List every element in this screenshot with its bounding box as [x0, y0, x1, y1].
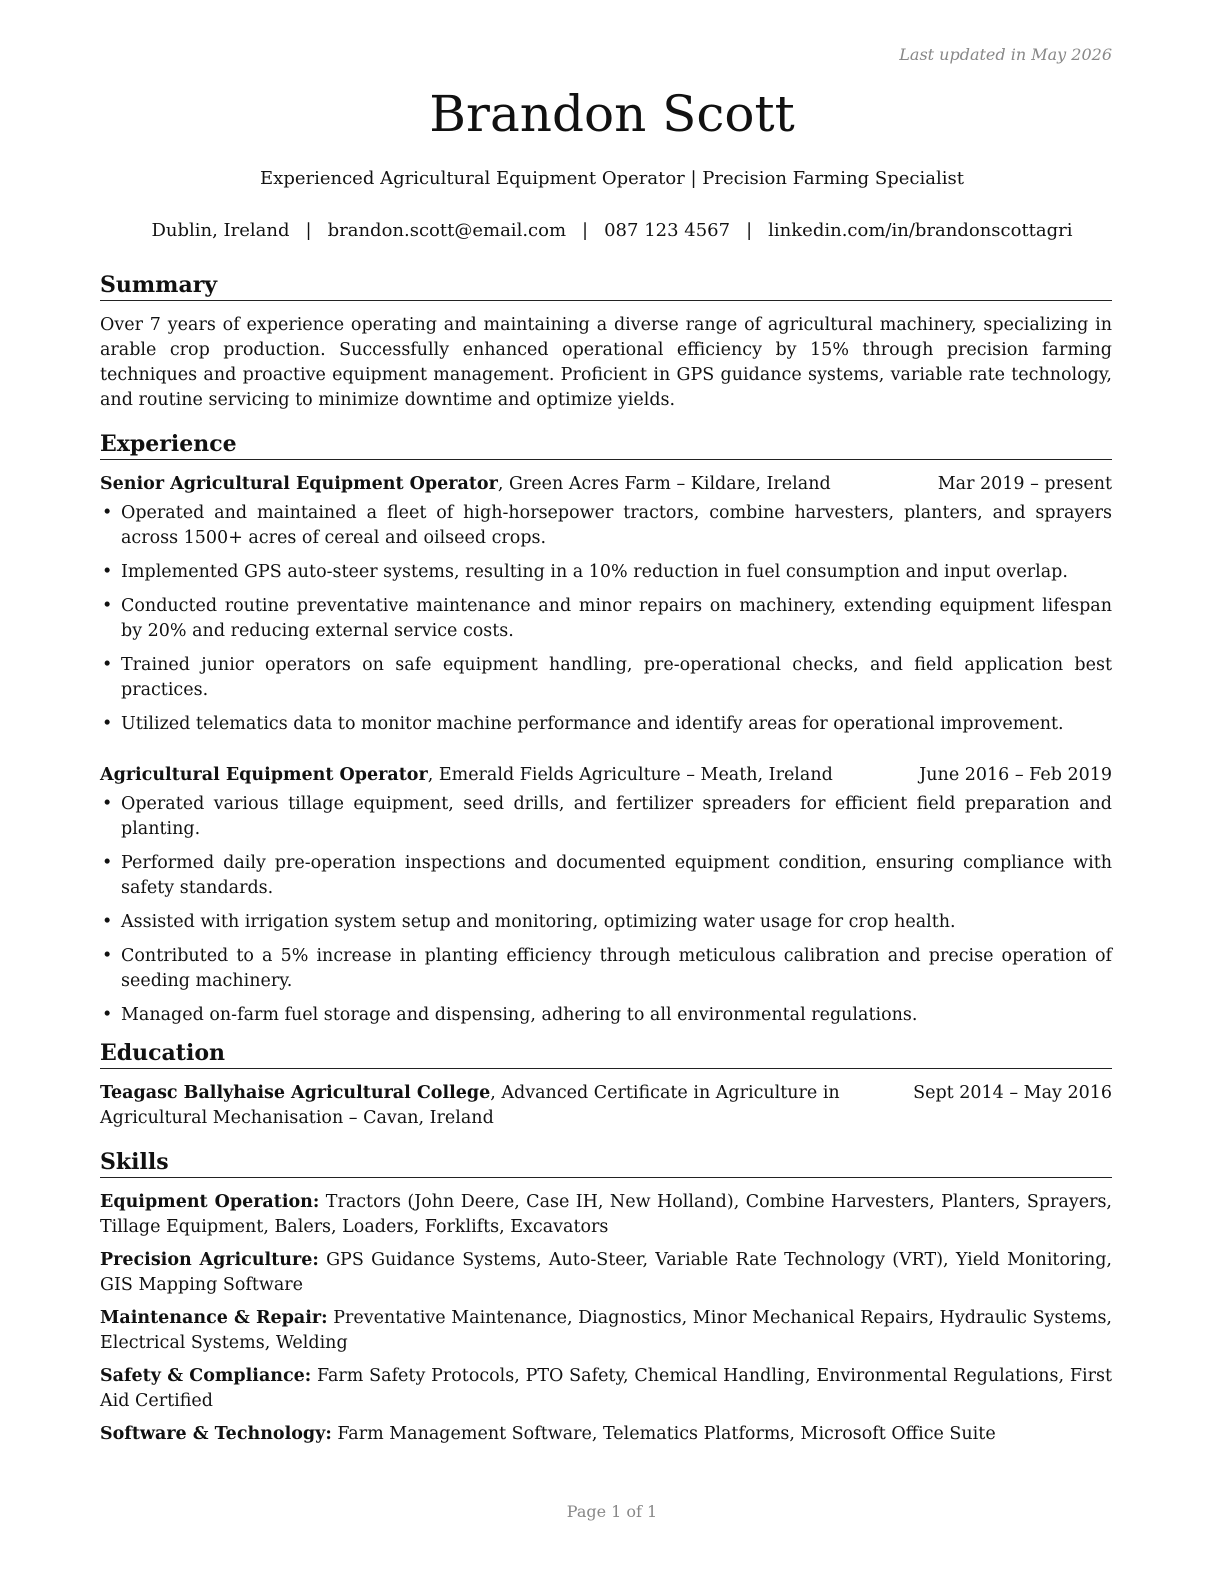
- skill-text: Farm Safety Protocols, PTO Safety, Chemical Handling, Environmental Regulations, First Aid Certified: [100, 1366, 1112, 1411]
- bullet-item: • Assisted with irrigation system setup and monitoring, optimizing water usage for crop health.: [100, 910, 1112, 935]
- skill-label: Precision Agriculture:: [100, 1250, 319, 1270]
- skill-label: Software & Technology:: [100, 1424, 332, 1444]
- resume-content: [100, 270, 1112, 1447]
- skill-row: [100, 1422, 1112, 1447]
- bullet-item: • Conducted routine preventative maintenance and minor repairs on machinery, extending equipment lifespan by 20% and reducing external service costs.: [100, 594, 1112, 644]
- job-entry: [100, 763, 1112, 1028]
- job-dates: Mar 2019 – present: [937, 474, 1112, 494]
- summary-section: [100, 270, 1112, 413]
- contact-separator: |: [582, 220, 589, 241]
- skill-text: GPS Guidance Systems, Auto-Steer, Variable Rate Technology (VRT), Yield Monitoring, GIS Mapping Software: [100, 1250, 1112, 1295]
- job-org: , Emerald Fields Agriculture – Meath, Ireland: [427, 765, 833, 785]
- job-bullets: [100, 501, 1112, 737]
- skill-text: Tractors (John Deere, Case IH, New Holland), Combine Harvesters, Planters, Sprayers, Tillage Equipment, Balers, Loaders, Forklifts, Excavators: [100, 1192, 1113, 1237]
- experience-section: [100, 429, 1112, 1028]
- tagline: Experienced Agricultural Equipment Operator | Precision Farming Specialist: [260, 168, 964, 189]
- job-entry: [100, 472, 1112, 737]
- job-header: [100, 763, 1112, 788]
- skill-row: [100, 1248, 1112, 1298]
- job-bullets: [100, 792, 1112, 1028]
- contact-linkedin[interactable]: linkedin.com/in/brandonscottagri: [768, 220, 1073, 241]
- section-title-experience: Experience: [100, 429, 1112, 460]
- skill-text: Farm Management Software, Telematics Platforms, Microsoft Office Suite: [331, 1424, 996, 1444]
- education-dates: Sept 2014 – May 2016: [913, 1083, 1112, 1103]
- page-number: Page 1 of 1: [566, 1502, 658, 1521]
- skill-row: [100, 1190, 1112, 1240]
- job-org: , Green Acres Farm – Kildare, Ireland: [497, 474, 831, 494]
- bullet-item: • Contributed to a 5% increase in planting efficiency through meticulous calibration and precise operation of seeding machinery.: [100, 944, 1112, 994]
- section-title-education: Education: [100, 1038, 1112, 1069]
- skill-label: Maintenance & Repair:: [100, 1308, 328, 1328]
- education-entry: [100, 1081, 1112, 1131]
- education-section: [100, 1038, 1112, 1131]
- skills-section: [100, 1147, 1112, 1447]
- candidate-name: Brandon Scott: [429, 85, 795, 143]
- contact-separator: |: [305, 220, 312, 241]
- contact-separator: |: [746, 220, 753, 241]
- job-dates: June 2016 – Feb 2019: [919, 765, 1112, 785]
- contact-email[interactable]: brandon.scott@email.com: [327, 220, 567, 241]
- bullet-item: • Operated various tillage equipment, seed drills, and fertilizer spreaders for efficient field preparation and planting.: [100, 792, 1112, 842]
- bullet-item: • Implemented GPS auto-steer systems, resulting in a 10% reduction in fuel consumption and input overlap.: [100, 560, 1112, 585]
- skill-row: [100, 1306, 1112, 1356]
- last-updated: Last updated in May 2026: [899, 45, 1112, 64]
- contact-phone: 087 123 4567: [604, 220, 731, 241]
- skill-label: Safety & Compliance:: [100, 1366, 312, 1386]
- summary-text: Over 7 years of experience operating and maintaining a diverse range of agricultural machinery, specializing in arable crop production. Successfully enhanced operational efficiency by 15% through precision farming techniques and proactive equipment management. Proficient in GPS guidance systems, variable rate technology, and routine servicing to minimize downtime and optimize yields.: [100, 315, 1112, 410]
- job-role: Agricultural Equipment Operator: [100, 765, 428, 785]
- section-title-skills: Skills: [100, 1147, 1112, 1178]
- contact-location: Dublin, Ireland: [151, 220, 290, 241]
- education-detail: , Advanced Certificate in Agriculture in Agricultural Mechanisation – Cavan, Ireland: [100, 1083, 840, 1128]
- bullet-item: • Trained junior operators on safe equipment handling, pre-operational checks, and field application best practices.: [100, 653, 1112, 703]
- skill-label: Equipment Operation:: [100, 1192, 320, 1212]
- contact-line: [0, 220, 1224, 241]
- bullet-item: • Performed daily pre-operation inspections and documented equipment condition, ensuring compliance with safety standards.: [100, 851, 1112, 901]
- bullet-item: • Utilized telematics data to monitor machine performance and identify areas for operational improvement.: [100, 712, 1112, 737]
- skill-text: Preventative Maintenance, Diagnostics, Minor Mechanical Repairs, Hydraulic Systems, Electrical Systems, Welding: [100, 1308, 1112, 1353]
- section-title-summary: Summary: [100, 270, 1112, 301]
- job-header: [100, 472, 1112, 497]
- job-role: Senior Agricultural Equipment Operator: [100, 474, 498, 494]
- skill-row: [100, 1364, 1112, 1414]
- bullet-item: • Operated and maintained a fleet of high-horsepower tractors, combine harvesters, planters, and sprayers across 1500+ acres of cereal and oilseed crops.: [100, 501, 1112, 551]
- bullet-item: • Managed on-farm fuel storage and dispensing, adhering to all environmental regulations.: [100, 1003, 1112, 1028]
- education-school: Teagasc Ballyhaise Agricultural College: [100, 1083, 491, 1103]
